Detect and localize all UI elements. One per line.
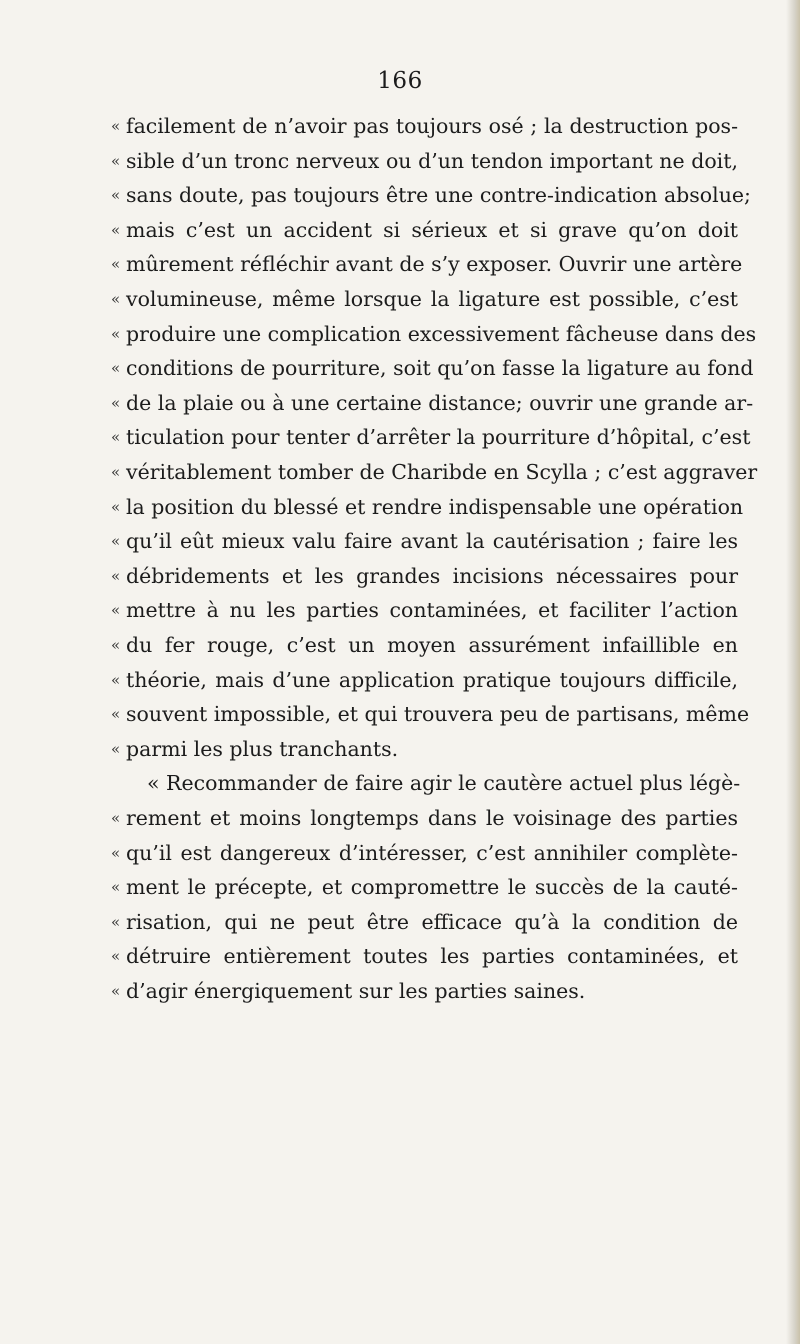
line-text: détruire entièrement toutes les parties contaminées, et: [126, 944, 738, 969]
line-text: ment le précepte, et compromettre le succès de la cauté-: [126, 875, 738, 900]
quote-mark: «: [111, 947, 121, 966]
line-text: sans doute, pas toujours être une contre-indication absolue;: [126, 183, 751, 208]
quote-mark: «: [111, 220, 121, 239]
quote-mark: «: [111, 982, 121, 1000]
line-text: mûrement réfléchir avant de s’y exposer. Ouvrir une artère: [126, 252, 743, 277]
quote-mark: «: [111, 117, 121, 135]
quote-mark: «: [111, 912, 121, 931]
quote-mark: «: [111, 359, 121, 378]
quote-mark: «: [111, 878, 121, 897]
quote-mark: «: [111, 186, 121, 205]
page-number: 166: [377, 68, 423, 94]
line-text: rement et moins longtemps dans le voisinage des parties: [126, 806, 738, 830]
line-text: mais c’est un accident si sérieux et si grave qu’on doit: [126, 217, 738, 242]
line-text: souvent impossible, et qui trouvera peu de partisans, même: [126, 702, 750, 727]
line-text: véritablement tomber de Charibde en Scylla ; c’est aggraver: [126, 460, 758, 484]
quote-mark: «: [111, 670, 121, 689]
quote-mark: «: [111, 324, 121, 343]
quote-mark: «: [111, 428, 121, 447]
quote-mark: «: [111, 843, 121, 862]
line-text: qu’il est dangereux d’intéresser, c’est annihiler complète-: [126, 840, 738, 865]
quote-mark: «: [111, 705, 121, 724]
quote-mark: «: [111, 255, 121, 274]
line-text: conditions de pourriture, soit qu’on fasse la ligature au fond: [126, 356, 754, 381]
quote-mark: «: [111, 636, 121, 654]
line-text: parmi les plus tranchants.: [126, 736, 399, 761]
quote-mark: «: [111, 566, 121, 585]
line-text: produire une complication excessivement fâcheuse dans des: [126, 321, 757, 346]
line-text: du fer rouge, c’est un moyen assurément infaillible en: [126, 633, 738, 657]
line-text: volumineuse, même lorsque la ligature est possible, c’est: [126, 287, 738, 311]
line-text: débridements et les grandes incisions nécessaires pour: [126, 563, 738, 588]
quote-mark: «: [111, 601, 121, 620]
line-text: la position du blessé et rendre indispensable une opération: [126, 494, 744, 519]
line-text: ticulation pour tenter d’arrêter la pourriture d’hôpital, c’est: [126, 425, 751, 450]
line-text: d’agir énergiquement sur les parties saines.: [126, 979, 586, 1003]
line-text: risation, qui ne peut être efficace qu’à la condition de: [126, 909, 738, 934]
quote-mark: «: [111, 739, 121, 758]
line-text: de la plaie ou à une certaine distance; ouvrir une grande ar-: [126, 390, 754, 415]
line-text: mettre à nu les parties contaminées, et faciliter l’action: [126, 598, 738, 623]
quote-mark: «: [111, 497, 121, 516]
line-text: qu’il eût mieux valu faire avant la cautérisation ; faire les: [126, 529, 738, 554]
quote-mark: «: [111, 463, 121, 481]
line-text: facilement de n’avoir pas toujours osé ; la destruction pos-: [126, 114, 738, 138]
line-text: théorie, mais d’une application pratique toujours difficile,: [126, 667, 738, 692]
line-text: « Recommander de faire agir le cautère actuel plus légè-: [147, 771, 741, 796]
quote-mark: «: [111, 532, 121, 551]
line-text: sible d’un tronc nerveux ou d’un tendon important ne doit,: [126, 148, 738, 173]
quote-mark: «: [111, 393, 121, 412]
quote-mark: «: [111, 151, 121, 170]
quote-mark: «: [111, 809, 121, 827]
page-edge-shadow: [786, 0, 800, 1344]
quote-mark: «: [111, 290, 121, 308]
